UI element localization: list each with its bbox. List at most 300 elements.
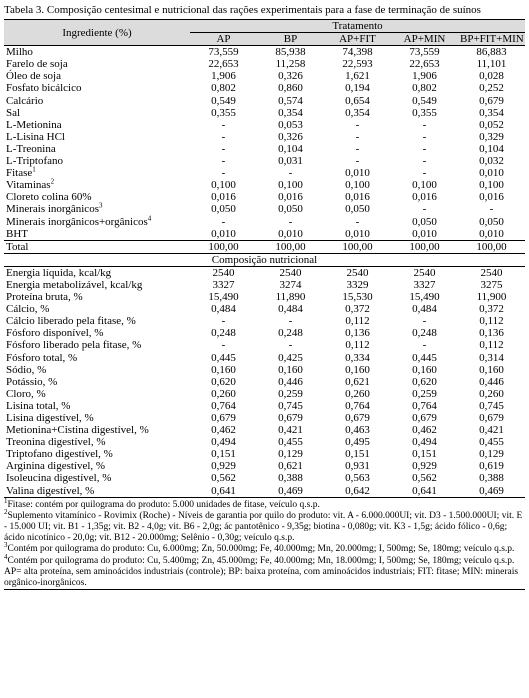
nutrient-row xyxy=(4,424,525,436)
nutrient-value: 0,641 xyxy=(211,484,236,497)
nutrient-value: 2540 xyxy=(279,266,302,279)
nutrient-row xyxy=(4,376,525,388)
ingredient-value: - xyxy=(355,155,360,168)
table-header xyxy=(4,20,525,46)
ingredient-value: 0,802 xyxy=(211,82,236,95)
ingredient-value: 0,354 xyxy=(278,106,303,119)
ingredient-row xyxy=(4,107,525,119)
ingredient-value: 0,016 xyxy=(211,191,236,204)
ingredient-name xyxy=(4,131,190,143)
total-value: 100,00 xyxy=(409,240,440,253)
ingredient-label: L-Triptofano xyxy=(6,155,64,168)
ingredient-value: 0,654 xyxy=(345,94,370,107)
ingredient-value: 0,010 xyxy=(479,167,504,180)
ingredient-value: 0,104 xyxy=(278,142,303,155)
nutrient-value: 0,151 xyxy=(412,448,437,461)
nutrient-name: Treonina digestível, % xyxy=(6,436,106,449)
ingredient-value: 0,802 xyxy=(412,82,437,95)
ingredient-row xyxy=(4,167,525,179)
nutrient-name: Metionina+Cistina digestível, % xyxy=(6,424,149,437)
nutrient-name: Cálcio, % xyxy=(6,303,50,316)
nutrient-value: 0,248 xyxy=(211,327,236,340)
nutrient-value: 0,248 xyxy=(412,327,437,340)
nutrient-value: 0,562 xyxy=(211,472,236,485)
nutrient-row xyxy=(4,303,525,315)
ingredient-row xyxy=(4,46,525,59)
nutrient-value: 2540 xyxy=(480,266,503,279)
nutrient-value: 0,621 xyxy=(278,460,303,473)
nutrient-value: 2540 xyxy=(346,266,369,279)
ingredient-label: Fosfato bicálcico xyxy=(6,82,82,95)
ingredient-row xyxy=(4,179,525,191)
nutrient-value: 0,425 xyxy=(278,351,303,364)
nutrient-value: 0,679 xyxy=(278,412,303,424)
nutrient-row xyxy=(4,291,525,303)
nutrient-row xyxy=(4,412,525,424)
footnote xyxy=(4,496,525,511)
nutrient-value: 0,151 xyxy=(345,448,370,461)
ingredient-value: - xyxy=(288,167,293,180)
ingredient-value: 22,593 xyxy=(342,58,373,71)
ingredient-name xyxy=(4,191,190,203)
ingredient-value: 0,100 xyxy=(278,179,303,192)
ingredient-row xyxy=(4,191,525,203)
nutrient-row xyxy=(4,436,525,448)
nutrient-value: 0,151 xyxy=(211,448,236,461)
nutrient-value: 0,621 xyxy=(345,375,370,388)
nutrient-value: 0,469 xyxy=(278,484,303,497)
footnotes xyxy=(4,496,525,591)
ingredient-value: - xyxy=(422,167,427,180)
ingredient-value: - xyxy=(221,215,226,228)
nutrient-value: 0,494 xyxy=(211,436,236,449)
nutrient-name: Arginina digestível, % xyxy=(6,460,106,473)
ingredient-name xyxy=(4,167,190,179)
footnote-text: AP= alta proteína, sem aminoácidos industriais (controle); BP: baixa proteína, com aminoácidos industriais; FIT: fitase; MIN: minerais orgânico-inorgânicos. xyxy=(4,566,519,589)
nutrient-value: 0,445 xyxy=(412,351,437,364)
footnote-text: Contém por quilograma do produto: Cu, 6.000mg; Zn, 50.000mg; Fe, 40.000mg; Mn, 20.000mg; I, 500mg; Se, 180mg; veículo q.s.p. xyxy=(7,544,515,555)
ingredient-value: - xyxy=(422,203,427,216)
total-label: Total xyxy=(6,240,29,253)
nutrient-value: 0,679 xyxy=(479,412,504,424)
nutrient-value: 0,112 xyxy=(345,315,370,328)
ingredient-row xyxy=(4,143,525,155)
nutrient-value: 0,160 xyxy=(345,363,370,376)
footnote-marker: 1 xyxy=(32,165,36,174)
footnote-marker: 4 xyxy=(147,213,152,222)
footnote-number: 2 xyxy=(4,507,8,516)
ingredient-value: 74,398 xyxy=(342,46,373,59)
ingredient-row xyxy=(4,155,525,167)
ingredient-value: - xyxy=(489,203,494,216)
nutrient-value: 0,136 xyxy=(345,327,370,340)
nutrient-name: Lisina total, % xyxy=(6,399,71,412)
ingredient-label: Fitase xyxy=(6,167,33,180)
nutrient-row xyxy=(4,279,525,291)
nutrient-value: 0,484 xyxy=(412,303,437,316)
ingredient-row xyxy=(4,95,525,107)
nutrient-row xyxy=(4,472,525,484)
ingredient-value: 0,032 xyxy=(479,155,504,168)
ingredient-column-header: Ingrediente (%) xyxy=(62,26,132,39)
footnote-text: Suplemento vitamínico - Rovimix (Roche) - Níveis de garantia por quilo do produto: vit. A - 6.000.000UI; vit. D3 - 1.500.000UI; vit. E - 15.000 UI; vit. B1 - 1,35g; vit. B2 - 4,0g; vit. B6 - 2,0g; ác pantotênico - 9,35g; biotina - 0,080g; vit. K3 - 1,5g; ácido fólico - 0,6g; ácido nicotínico - 20,0g; vit. B12 - 20.000mg; Selênio - 0,30g; veículo q.s.p. xyxy=(4,510,523,544)
total-value: 100,00 xyxy=(342,240,373,253)
nutrient-value: 0,745 xyxy=(479,399,504,412)
nutrient-value: 0,112 xyxy=(479,339,504,352)
footnote xyxy=(4,507,525,545)
nutrient-row xyxy=(4,448,525,460)
ingredient-value: 0,016 xyxy=(345,191,370,204)
ingredient-row xyxy=(4,131,525,143)
ingredient-value: - xyxy=(422,130,427,143)
nutrient-value: 0,372 xyxy=(479,303,504,316)
ingredient-name xyxy=(4,228,190,241)
ingredient-value: - xyxy=(422,142,427,155)
nutrient-value: 0,314 xyxy=(479,351,504,364)
nutrient-value: 0,484 xyxy=(278,303,303,316)
ingredient-value: 0,010 xyxy=(211,227,236,240)
ingredient-row xyxy=(4,203,525,215)
ingredient-value: 0,354 xyxy=(479,106,504,119)
section-row xyxy=(4,253,525,266)
total-value: 100,00 xyxy=(476,240,507,253)
column-header-ap-fit: AP+FIT xyxy=(339,33,376,46)
nutrient-value: 0,679 xyxy=(412,412,437,424)
ingredient-label: Minerais inorgânicos xyxy=(6,203,99,216)
ingredient-name xyxy=(4,107,190,119)
ingredient-row xyxy=(4,216,525,228)
ingredient-value: 73,559 xyxy=(208,46,239,59)
ingredient-value: 85,938 xyxy=(275,46,306,59)
nutrient-value: 0,931 xyxy=(345,460,370,473)
nutrient-value: 0,248 xyxy=(278,327,303,340)
ingredient-row xyxy=(4,70,525,82)
ingredient-row xyxy=(4,58,525,70)
nutrient-name: Lisina digestível, % xyxy=(6,412,94,424)
nutrient-value: 0,495 xyxy=(345,436,370,449)
nutrient-value: 0,388 xyxy=(278,472,303,485)
ingredient-value: - xyxy=(221,167,226,180)
ingredient-row xyxy=(4,82,525,94)
nutrient-value: 0,563 xyxy=(345,472,370,485)
ingredient-value: 0,100 xyxy=(345,179,370,192)
ingredient-label: L-Metionina xyxy=(6,118,62,131)
footnote-number: 3 xyxy=(4,541,8,550)
nutrient-value: 0,619 xyxy=(479,460,504,473)
nutrient-name: Cálcio liberado pela fitase, % xyxy=(6,315,136,328)
nutrient-value: 0,494 xyxy=(412,436,437,449)
nutrient-value: 0,136 xyxy=(479,327,504,340)
treatment-group-header: Tratamento xyxy=(190,20,525,33)
ingredient-value: 11,258 xyxy=(275,58,306,71)
ingredient-value: - xyxy=(422,155,427,168)
nutrient-value: 0,160 xyxy=(479,363,504,376)
ingredient-value: 0,326 xyxy=(278,70,303,83)
column-header-bp-fit-min: BP+FIT+MIN xyxy=(460,33,524,46)
ingredient-value: 0,031 xyxy=(278,155,303,168)
ingredient-value: 22,653 xyxy=(409,58,440,71)
nutrient-value: - xyxy=(422,339,427,352)
ingredient-value: 0,016 xyxy=(278,191,303,204)
nutrient-value: 0,679 xyxy=(345,412,370,424)
nutrient-value: 0,642 xyxy=(345,484,370,497)
nutrient-value: 3329 xyxy=(346,278,369,291)
ingredient-name xyxy=(4,46,190,59)
nutrient-value: 0,260 xyxy=(479,387,504,400)
ingredient-value: 0,050 xyxy=(345,203,370,216)
nutrient-value: 15,530 xyxy=(342,291,373,304)
ingredient-value: 0,100 xyxy=(479,179,504,192)
nutrient-value: 0,764 xyxy=(345,399,370,412)
nutrient-value: 0,160 xyxy=(278,363,303,376)
nutrient-value: 0,112 xyxy=(479,315,504,328)
ingredient-row xyxy=(4,228,525,241)
ingredient-value: 0,549 xyxy=(211,94,236,107)
ingredient-value: 11,101 xyxy=(476,58,507,71)
ingredient-label: Farelo de soja xyxy=(6,58,68,71)
ingredient-value: 0,326 xyxy=(278,130,303,143)
nutrient-value: 0,129 xyxy=(479,448,504,461)
nutrient-value: 0,260 xyxy=(211,387,236,400)
ingredient-label: Cloreto colina 60% xyxy=(6,191,92,204)
footnote xyxy=(4,552,525,567)
ingredient-value: 0,053 xyxy=(278,118,303,131)
footnote-marker: 3 xyxy=(98,201,103,210)
ingredient-value: 86,883 xyxy=(476,46,507,59)
ingredient-value: 0,355 xyxy=(211,106,236,119)
nutrient-row xyxy=(4,485,525,498)
nutrient-row xyxy=(4,339,525,351)
total-body xyxy=(4,240,525,266)
ingredient-label: Sal xyxy=(6,106,21,119)
nutrient-row xyxy=(4,388,525,400)
nutrient-name: Fósforo liberado pela fitase, % xyxy=(6,339,142,352)
nutrient-value: 2540 xyxy=(413,266,436,279)
ingredient-value: 1,906 xyxy=(211,70,236,83)
nutrient-name: Energia líquida, kcal/kg xyxy=(6,266,112,279)
nutrient-value: 0,446 xyxy=(278,375,303,388)
nutrient-value: - xyxy=(422,315,427,328)
ingredient-value: 0,860 xyxy=(278,82,303,95)
ingredient-name xyxy=(4,179,190,191)
footnote xyxy=(4,567,525,589)
footnote-text: Fitase: contém por quilograma do produto: 5.000 unidades de fitase, veículo q.s.p. xyxy=(7,499,320,510)
ingredient-value: 0,354 xyxy=(345,106,370,119)
ingredient-value: 0,052 xyxy=(479,118,504,131)
nutrient-value: 0,463 xyxy=(345,424,370,437)
nutrient-name: Fósforo disponível, % xyxy=(6,327,104,340)
nutrient-value: 0,929 xyxy=(211,460,236,473)
nutrient-value: 0,462 xyxy=(412,424,437,437)
ingredient-value: 73,559 xyxy=(409,46,440,59)
nutrient-value: 0,484 xyxy=(211,303,236,316)
nutrient-name: Fósforo total, % xyxy=(6,351,78,364)
ingredient-label: Vitaminas xyxy=(6,179,51,192)
nutrient-value: 3327 xyxy=(212,278,235,291)
ingredient-value: 0,355 xyxy=(412,106,437,119)
column-header-bp: BP xyxy=(283,33,298,46)
ingredient-label: Minerais inorgânicos+orgânicos xyxy=(6,215,148,228)
nutrient-row xyxy=(4,400,525,412)
ingredient-value: 0,100 xyxy=(211,179,236,192)
ingredient-label: L-Lisina HCl xyxy=(6,130,65,143)
nutrient-value: - xyxy=(288,315,293,328)
nutrient-value: 0,112 xyxy=(345,339,370,352)
nutrient-name: Triptofano digestível, % xyxy=(6,448,113,461)
nutrient-value: - xyxy=(221,339,226,352)
ingredient-value: 0,010 xyxy=(345,227,370,240)
nutrient-value: 0,562 xyxy=(412,472,437,485)
ingredient-value: 0,549 xyxy=(412,94,437,107)
nutrient-value: 0,764 xyxy=(412,399,437,412)
ingredient-value: - xyxy=(221,118,226,131)
nutrient-value: 3327 xyxy=(413,278,436,291)
ingredient-value: 0,016 xyxy=(412,191,437,204)
nutrient-value: 0,446 xyxy=(479,375,504,388)
nutrient-row xyxy=(4,460,525,472)
total-value: 100,00 xyxy=(275,240,306,253)
nutrient-value: 0,469 xyxy=(479,484,504,497)
nutrient-value: 0,764 xyxy=(211,399,236,412)
ingredient-row xyxy=(4,119,525,131)
ingredient-label: BHT xyxy=(6,227,28,240)
ingredient-value: 0,100 xyxy=(412,179,437,192)
nutrient-value: 3274 xyxy=(279,278,302,291)
footnote-number: 4 xyxy=(4,552,8,561)
ingredient-value: - xyxy=(221,130,226,143)
nutrient-value: 3275 xyxy=(480,278,503,291)
ingredient-value: 0,010 xyxy=(345,167,370,180)
nutrient-value: 0,929 xyxy=(412,460,437,473)
nutrient-name: Isoleucina digestível, % xyxy=(6,472,112,485)
footnote-number: 1 xyxy=(4,496,8,505)
nutrient-value: 11,890 xyxy=(275,291,306,304)
ingredient-name xyxy=(4,58,190,70)
nutrient-value: 0,462 xyxy=(211,424,236,437)
ingredient-label: L-Treonina xyxy=(6,142,56,155)
nutrient-value: 15,490 xyxy=(409,291,440,304)
ingredient-value: 1,906 xyxy=(412,70,437,83)
ingredient-value: 0,050 xyxy=(412,215,437,228)
footnote-marker: 2 xyxy=(50,177,55,186)
ingredient-value: - xyxy=(355,142,360,155)
ingredient-value: 0,679 xyxy=(479,94,504,107)
column-header-ap: AP xyxy=(216,33,231,46)
nutrient-value: 0,260 xyxy=(345,387,370,400)
ingredient-name xyxy=(4,213,190,228)
nutrient-name: Valina digestível, % xyxy=(6,484,95,497)
composition-table xyxy=(4,19,525,498)
nutrient-row xyxy=(4,266,525,279)
nutrient-value: 11,900 xyxy=(476,291,507,304)
ingredient-label: Calcário xyxy=(6,94,44,107)
nutrient-value: 0,129 xyxy=(278,448,303,461)
ingredient-value: 0,329 xyxy=(479,130,504,143)
nutrient-value: 0,334 xyxy=(345,351,370,364)
nutrient-name: Proteína bruta, % xyxy=(6,291,83,304)
total-row xyxy=(4,240,525,253)
nutrient-value: 0,388 xyxy=(479,472,504,485)
ingredients-body xyxy=(4,46,525,241)
total-value: 100,00 xyxy=(208,240,239,253)
ingredient-value: 0,010 xyxy=(479,227,504,240)
ingredient-name xyxy=(4,143,190,155)
ingredient-value: 0,050 xyxy=(278,203,303,216)
ingredient-value: 0,028 xyxy=(479,70,504,83)
footnote xyxy=(4,541,525,555)
ingredient-value: 0,050 xyxy=(479,215,504,228)
nutrient-name: Sódio, % xyxy=(6,363,47,376)
nutrient-name: Cloro, % xyxy=(6,387,46,400)
footnote-text: Contém por quilograma do produto: Cu, 5.400mg; Zn, 45.000mg; Fe, 40.000mg; Mn, 18.000mg; I, 500mg; Se, 180mg; veículo q.s.p. xyxy=(7,555,515,566)
nutrient-value: 0,259 xyxy=(412,387,437,400)
nutrient-value: - xyxy=(288,339,293,352)
nutrient-value: 0,445 xyxy=(211,351,236,364)
nutrient-value: 0,160 xyxy=(412,363,437,376)
ingredient-name xyxy=(4,82,190,94)
ingredient-value: - xyxy=(355,215,360,228)
nutrient-value: 0,620 xyxy=(412,375,437,388)
ingredient-name xyxy=(4,95,190,107)
nutrient-row xyxy=(4,315,525,327)
nutrient-value: 0,620 xyxy=(211,375,236,388)
ingredient-value: 0,194 xyxy=(345,82,370,95)
ingredient-name xyxy=(4,203,190,215)
ingredient-value: - xyxy=(221,142,226,155)
nutrient-value: 0,745 xyxy=(278,399,303,412)
nutrient-value: 0,455 xyxy=(278,436,303,449)
ingredient-value: 0,252 xyxy=(479,82,504,95)
ingredient-value: 1,621 xyxy=(345,70,370,83)
ingredient-name xyxy=(4,119,190,131)
nutrient-value: 15,490 xyxy=(208,291,239,304)
ingredient-value: - xyxy=(288,215,293,228)
nutrient-value: 0,259 xyxy=(278,387,303,400)
ingredient-value: - xyxy=(422,118,427,131)
nutrient-value: - xyxy=(221,315,226,328)
ingredient-label: Óleo de soja xyxy=(6,70,61,83)
nutrient-value: 0,421 xyxy=(479,424,504,437)
ingredient-value: - xyxy=(355,130,360,143)
nutrient-row xyxy=(4,352,525,364)
table-caption: Tabela 3. Composição centesimal e nutricional das rações experimentais para a fase de terminação de suínos xyxy=(4,4,481,16)
ingredient-value: 22,653 xyxy=(208,58,239,71)
ingredient-value: - xyxy=(355,118,360,131)
ingredient-value: - xyxy=(221,155,226,168)
ingredient-value: 0,016 xyxy=(479,191,504,204)
nutrient-value: 0,421 xyxy=(278,424,303,437)
ingredient-label: Milho xyxy=(6,46,33,59)
nutrient-value: 0,455 xyxy=(479,436,504,449)
nutrient-row xyxy=(4,327,525,339)
nutrient-name: Potássio, % xyxy=(6,375,58,388)
nutrient-value: 0,372 xyxy=(345,303,370,316)
nutritional-section-label: Composição nutricional xyxy=(211,253,318,266)
nutrient-name: Energia metabolizável, kcal/kg xyxy=(6,278,143,291)
ingredient-value: 0,104 xyxy=(479,142,504,155)
ingredient-value: 0,010 xyxy=(278,227,303,240)
nutrient-row xyxy=(4,364,525,376)
nutrient-value: 2540 xyxy=(212,266,235,279)
nutrient-value: 0,679 xyxy=(211,412,236,424)
column-header-ap-min: AP+MIN xyxy=(403,33,446,46)
ingredient-value: 0,574 xyxy=(278,94,303,107)
ingredient-name xyxy=(4,70,190,82)
ingredient-value: 0,010 xyxy=(412,227,437,240)
nutrient-value: 0,160 xyxy=(211,363,236,376)
ingredient-value: 0,050 xyxy=(211,203,236,216)
nutrients-body xyxy=(4,266,525,497)
